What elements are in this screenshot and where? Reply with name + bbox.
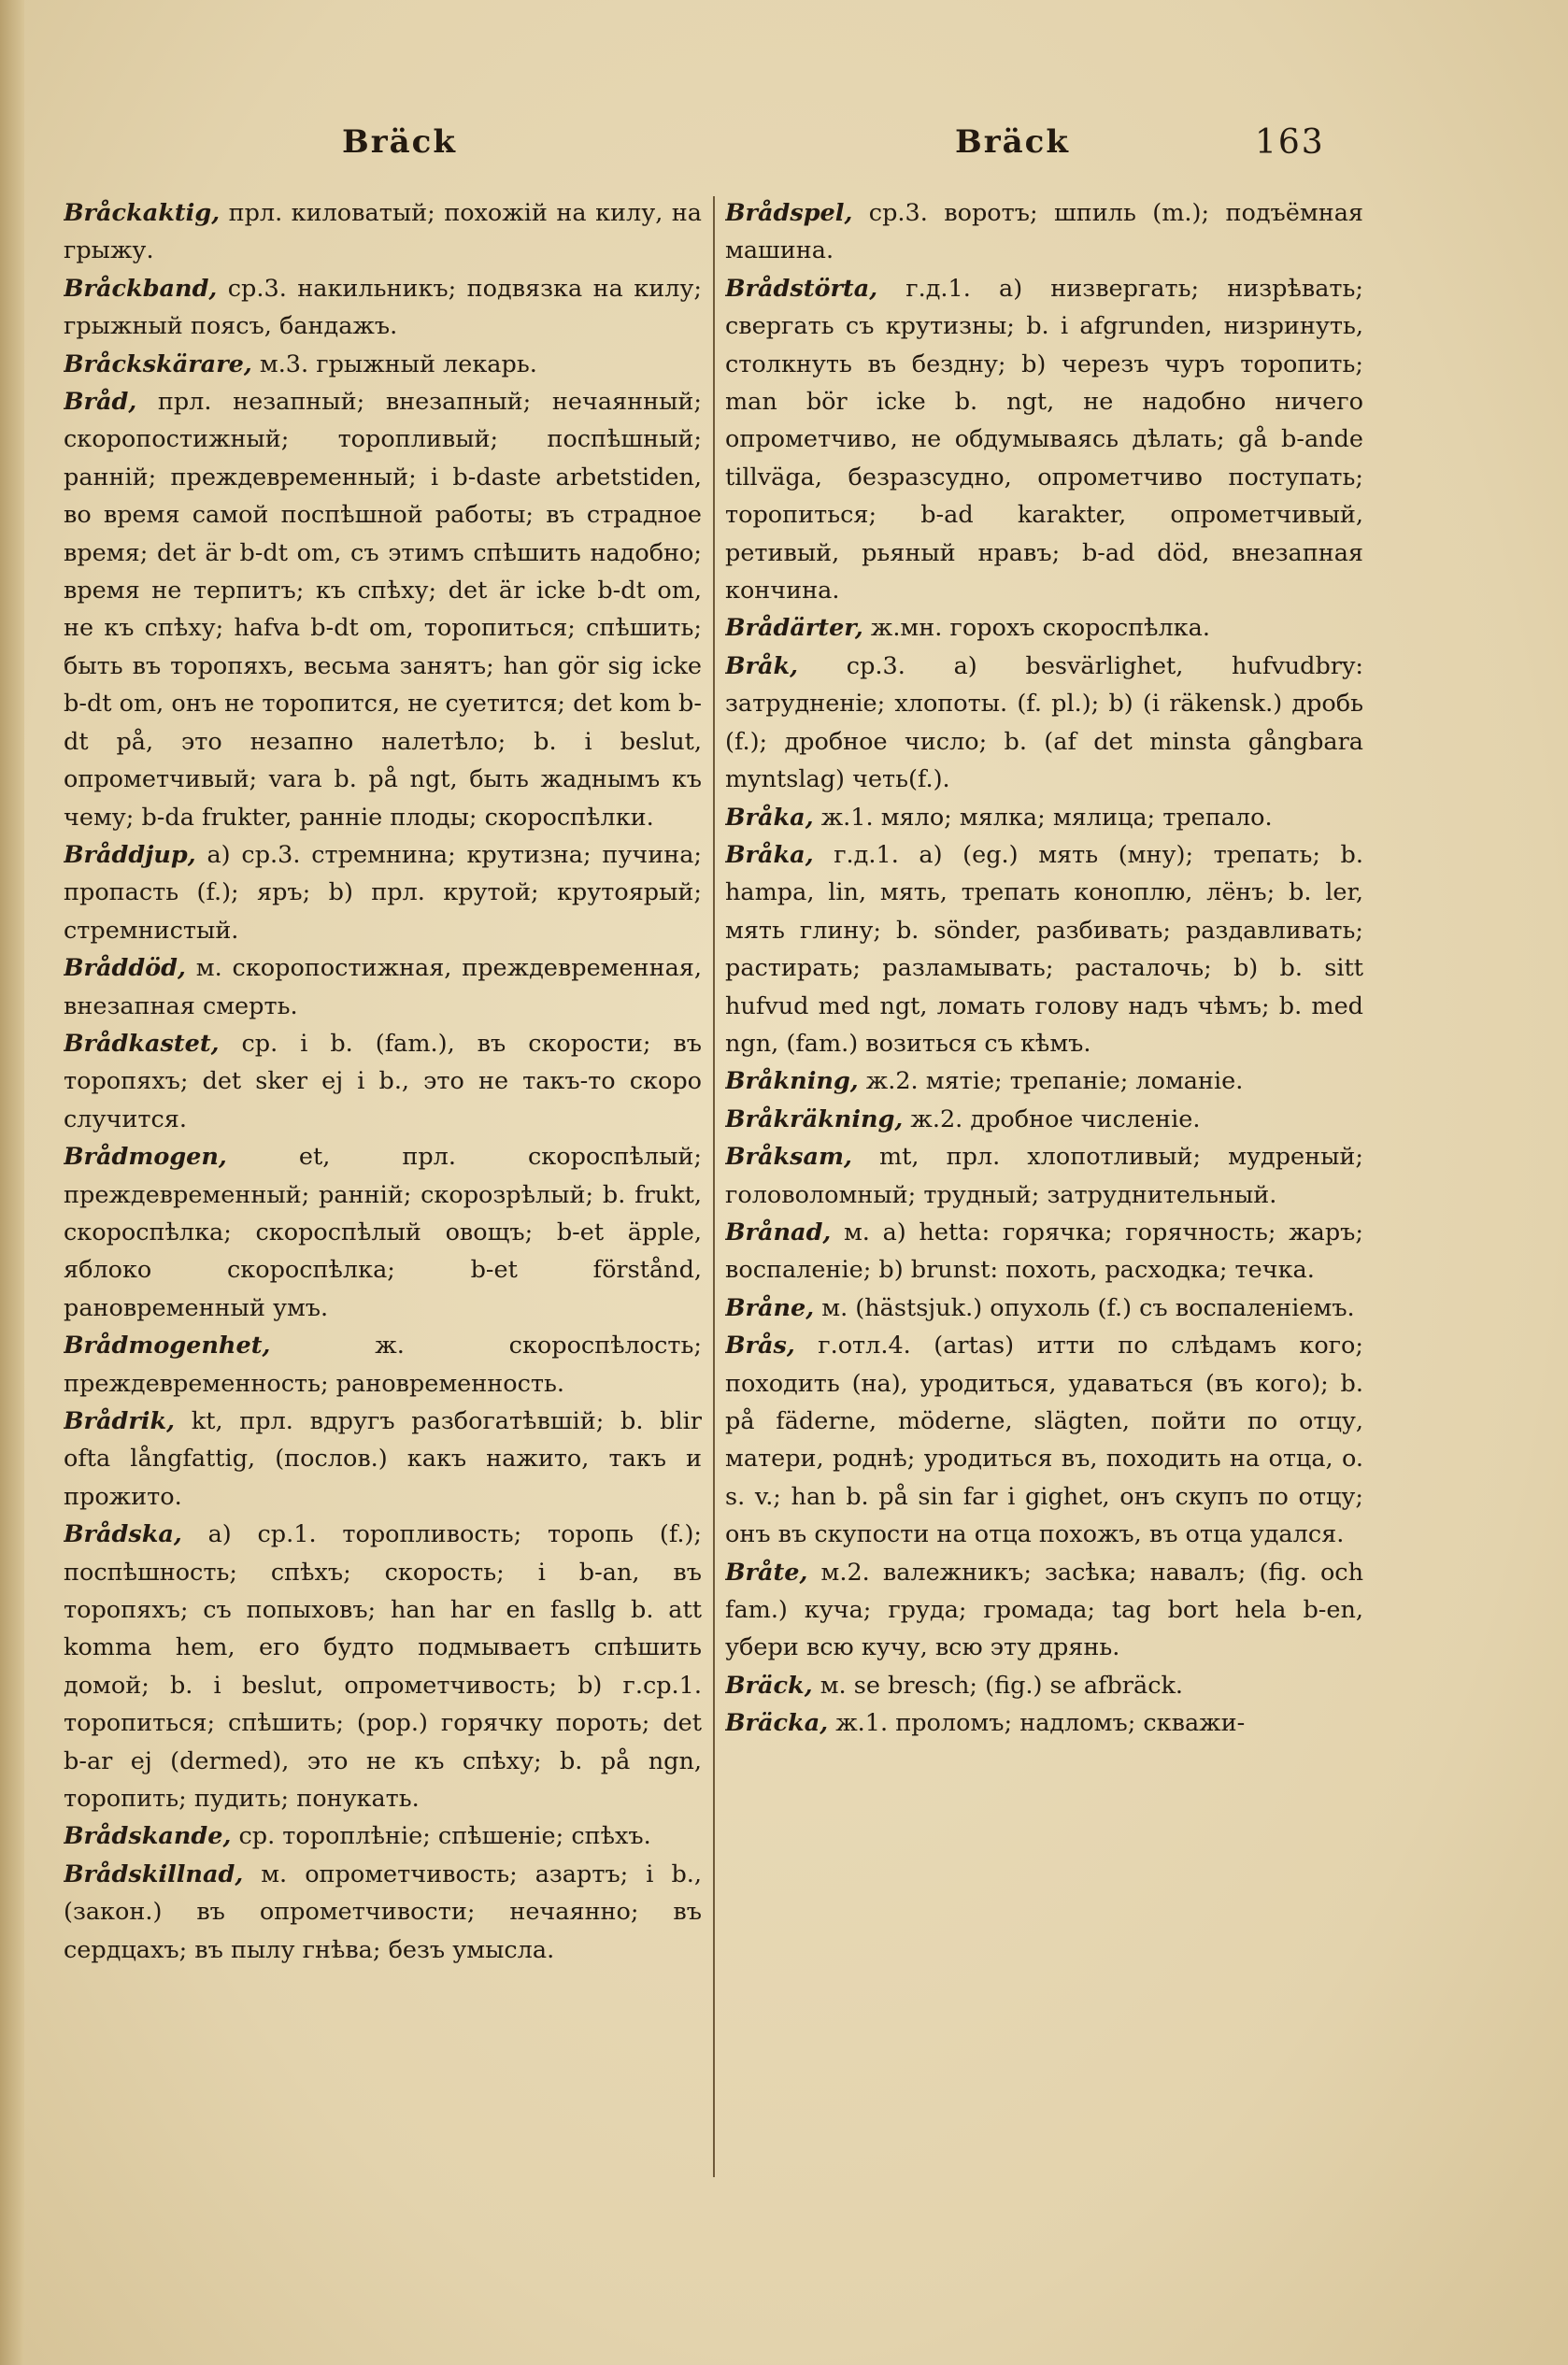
entry-definition: г.отл.4. (artas) итти по слѣдамъ кого; походить (на), уродиться, удаваться (въ кого); b. på fäderne, möderne, slägten, пойти по отцу, матери, роднѣ; уродиться въ, походить на отца, o. s. v.; han b. på sin far i gighet, онъ скупъ по отцу; онъ въ скупости на отца похожъ, въ отца удался.: [725, 1332, 1363, 1549]
dictionary-entry: [64, 346, 702, 383]
entry-headword: Brådrik,: [64, 1407, 176, 1435]
entry-headword: Brås,: [725, 1332, 795, 1361]
entry-definition: прл. незапный; внезапный; нечаянный; скоропостижный; торопливый; поспѣшный; ранній; преждевременный; i b-daste arbetstiden, во время самой поспѣшной работы; въ страдное время; det är b-dt om, съ этимъ спѣшить надобно; время не терпитъ; къ спѣху; det är icke b-dt om, не къ спѣху; hafva b-dt om, торопиться; спѣшить; быть въ торопяхъ, весьма занятъ; han gör sig icke b-dt om, онъ не торопится, не суетится; det kom b-dt på, это незапно налетѣло; b. i beslut, опрометчивый; vara b. på ngt, быть жаднымъ къ чему; b-da frukter, ранніе плоды; скороспѣлки.: [64, 388, 702, 832]
entry-headword: Bråkning,: [725, 1067, 859, 1096]
entry-definition: mt, прл. хлопотливый; мудреный; головоломный; трудный; затруднительный.: [725, 1143, 1363, 1209]
dictionary-entry: [64, 836, 702, 949]
entry-headword: Bräck,: [725, 1671, 813, 1700]
entry-definition: г.д.1. а) (eg.) мять (мну); трепать; b. hampa, lin, мять, трепать коноплю, лёнъ; b. ler, мять глину; b. sönder, разбивать; раздавливать; растирать; разламывать; расталочь; b) b. sitt hufvud med ngt, ломать голову надъ чѣмъ; b. med ngn, (fam.) возиться съ кѣмъ.: [725, 840, 1363, 1058]
entry-definition: ж.2. мятіе; трепаніе; ломаніе.: [858, 1067, 1244, 1096]
entry-headword: Bråckskärare,: [64, 349, 252, 378]
entry-definition: et, прл. скороспѣлый; преждевременный; ранній; скорозрѣлый; b. frukt, скороспѣлка; скороспѣлый овощъ; b-et äpple, яблоко скороспѣлка; b-et förstånd, рановременный умъ.: [64, 1143, 702, 1322]
page-number: 163: [1255, 123, 1325, 162]
dictionary-entry: [725, 1214, 1363, 1289]
entry-headword: Brånad,: [725, 1218, 832, 1247]
entry-definition: ж.2. дробное численіе.: [903, 1104, 1201, 1133]
entry-definition: ср.3. воротъ; шпиль (m.); подъёмная машина.: [725, 199, 1363, 265]
dictionary-entry: [725, 1062, 1363, 1100]
entry-headword: Bråksam,: [725, 1143, 852, 1172]
entry-headword: Bråckaktig,: [64, 199, 221, 227]
header-guide-word-right: Bräck: [955, 123, 1070, 161]
dictionary-entry: [725, 194, 1363, 270]
entry-definition: ж.1. проломъ; надломъ; скважи-: [828, 1709, 1246, 1738]
entry-definition: ж.1. мяло; мялка; мялица; трепало.: [813, 803, 1273, 832]
entry-definition: ср. тороплѣніе; спѣшеніе; спѣхъ.: [231, 1822, 651, 1851]
dictionary-entry: [64, 1327, 702, 1403]
dictionary-entry: [725, 1138, 1363, 1214]
entry-headword: Brådärter,: [725, 614, 863, 643]
entry-definition: м.2. валежникъ; засѣка; навалъ; (fig. och fam.) куча; груда; громада; tag bort hela b-en, убери всю кучу, всю эту дрянь.: [725, 1558, 1363, 1662]
entry-headword: Brådmogen,: [64, 1143, 227, 1172]
entry-definition: м. скоропостижная, преждевременная, внезапная смерть.: [64, 954, 702, 1020]
dictionary-entry: [725, 270, 1363, 610]
dictionary-entry: [64, 1817, 702, 1855]
entry-headword: Bråne,: [725, 1293, 815, 1322]
entry-definition: ср.3. а) besvärlighet, hufvudbry: затрудненіе; хлопоты. (f. pl.); b) (i räkensk.) дробь (f.); дробное число; b. (af det minsta gångbara myntslag) четь(f.).: [725, 651, 1363, 794]
entry-headword: Bråckband,: [64, 274, 218, 303]
header-guide-word-left: Bräck: [342, 123, 457, 161]
entry-definition: а) ср.1. торопливость; торопь (f.); поспѣшность; спѣхъ; скорость; i b-an, въ торопяхъ; съ попыховъ; han har en fasllg b. att komma hem, его будто подмываетъ спѣшить домой; b. i beslut, опрометчивость; b) г.ср.1. торопиться; спѣшить; (рор.) горячку пороть; det b-ar ej (dermed), это не къ спѣху; b. på ngn, торопить; пудить; понукать.: [64, 1520, 702, 1814]
dictionary-entry: [725, 1704, 1363, 1742]
entry-headword: Brådkastet,: [64, 1029, 220, 1058]
entry-headword: Bråddöd,: [64, 954, 186, 983]
dictionary-entry: [725, 1289, 1363, 1327]
entry-definition: а) ср.3. стремнина; крутизна; пучина; пропасть (f.); яръ; b) прл. крутой; крутоярый; стремнистый.: [64, 840, 702, 945]
entry-headword: Brådska,: [64, 1520, 182, 1549]
entry-definition: м. опрометчивость; азартъ; i b., (закон.) въ опрометчивости; нечаянно; въ сердцахъ; въ пылу гнѣва; безъ умысла.: [64, 1859, 702, 1964]
dictionary-entry: [725, 1667, 1363, 1704]
entry-headword: Brådstörta,: [725, 274, 878, 303]
dictionary-entry: [64, 1856, 702, 1969]
entry-headword: Bråka,: [725, 840, 814, 869]
entry-definition: м. (hästsjuk.) опухоль (f.) съ воспаленіемъ.: [814, 1293, 1355, 1322]
entry-definition: г.д.1. а) низвергать; низрѣвать; свергать съ крутизны; b. i afgrunden, низринуть, столкнуть въ бездну; b) черезъ чуръ торопить; man bör icke b. ngt, не надобно ничего опрометчиво, не обдумываясь дѣлать; gå b-ande tillväga, безразсудно, опрометчиво поступать; торопиться; b-ad karakter, опрометчивый, ретивый, рьяный нравъ; b-ad död, внезапная кончина.: [725, 274, 1363, 605]
entry-definition: ср. i b. (fam.), въ скорости; въ торопяхъ; det sker ej i b., это не такъ-то скоро случится.: [64, 1029, 702, 1133]
dictionary-entry: [725, 648, 1363, 799]
dictionary-entry: [64, 194, 702, 270]
entry-headword: Bråk,: [725, 651, 799, 680]
binding-edge: [0, 0, 24, 2365]
entry-definition: м. а) hetta: горячка; горячность; жаръ; воспаленіе; b) brunst: похоть, расходка; течка.: [725, 1218, 1363, 1285]
entry-headword: Bråka,: [725, 803, 814, 832]
entry-headword: Brådspel,: [725, 199, 853, 227]
entry-definition: kt, прл. вдругъ разбогатѣвшій; b. blir ofta långfattig, (послов.) какъ нажито, такъ и прожито.: [64, 1407, 702, 1511]
dictionary-entry: [725, 836, 1363, 1062]
entry-definition: м.3. грыжный лекарь.: [251, 349, 537, 378]
dictionary-entry: [64, 1138, 702, 1327]
running-header: [0, 123, 1568, 179]
column-divider: [713, 196, 715, 2177]
entry-headword: Bräcka,: [725, 1709, 829, 1738]
dictionary-entry: [64, 1025, 702, 1138]
entry-definition: ж. скороспѣлость; преждевременность; рановременность.: [64, 1332, 702, 1398]
entry-definition: м. se bresch; (fig.) se afbräck.: [812, 1671, 1184, 1700]
dictionary-entry: [64, 1403, 702, 1516]
left-column: [64, 194, 702, 2344]
dictionary-entry: [725, 799, 1363, 836]
entry-headword: Brådskande,: [64, 1822, 232, 1851]
dictionary-entry: [725, 1101, 1363, 1138]
dictionary-entry: [725, 1327, 1363, 1553]
entry-headword: Brådskillnad,: [64, 1859, 244, 1888]
dictionary-entry: [64, 949, 702, 1025]
entry-headword: Bråddjup,: [64, 840, 196, 869]
dictionary-entry: [64, 383, 702, 836]
entry-headword: Brådmogenhet,: [64, 1332, 271, 1361]
entry-definition: ж.мн. горохъ скороспѣлка.: [862, 614, 1210, 643]
right-column: [725, 194, 1363, 2344]
entry-definition: ср.3. накильникъ; подвязка на килу; грыжный поясъ, бандажъ.: [64, 274, 702, 341]
dictionary-entry: [64, 270, 702, 346]
dictionary-entry: [725, 1554, 1363, 1667]
dictionary-entry: [725, 609, 1363, 647]
entry-headword: Bråkräkning,: [725, 1104, 904, 1133]
entry-definition: прл. киловатый; похожій на килу, на грыжу.: [64, 199, 702, 265]
entry-headword: Bråte,: [725, 1558, 808, 1587]
entry-headword: Bråd,: [64, 388, 137, 417]
dictionary-entry: [64, 1516, 702, 1817]
